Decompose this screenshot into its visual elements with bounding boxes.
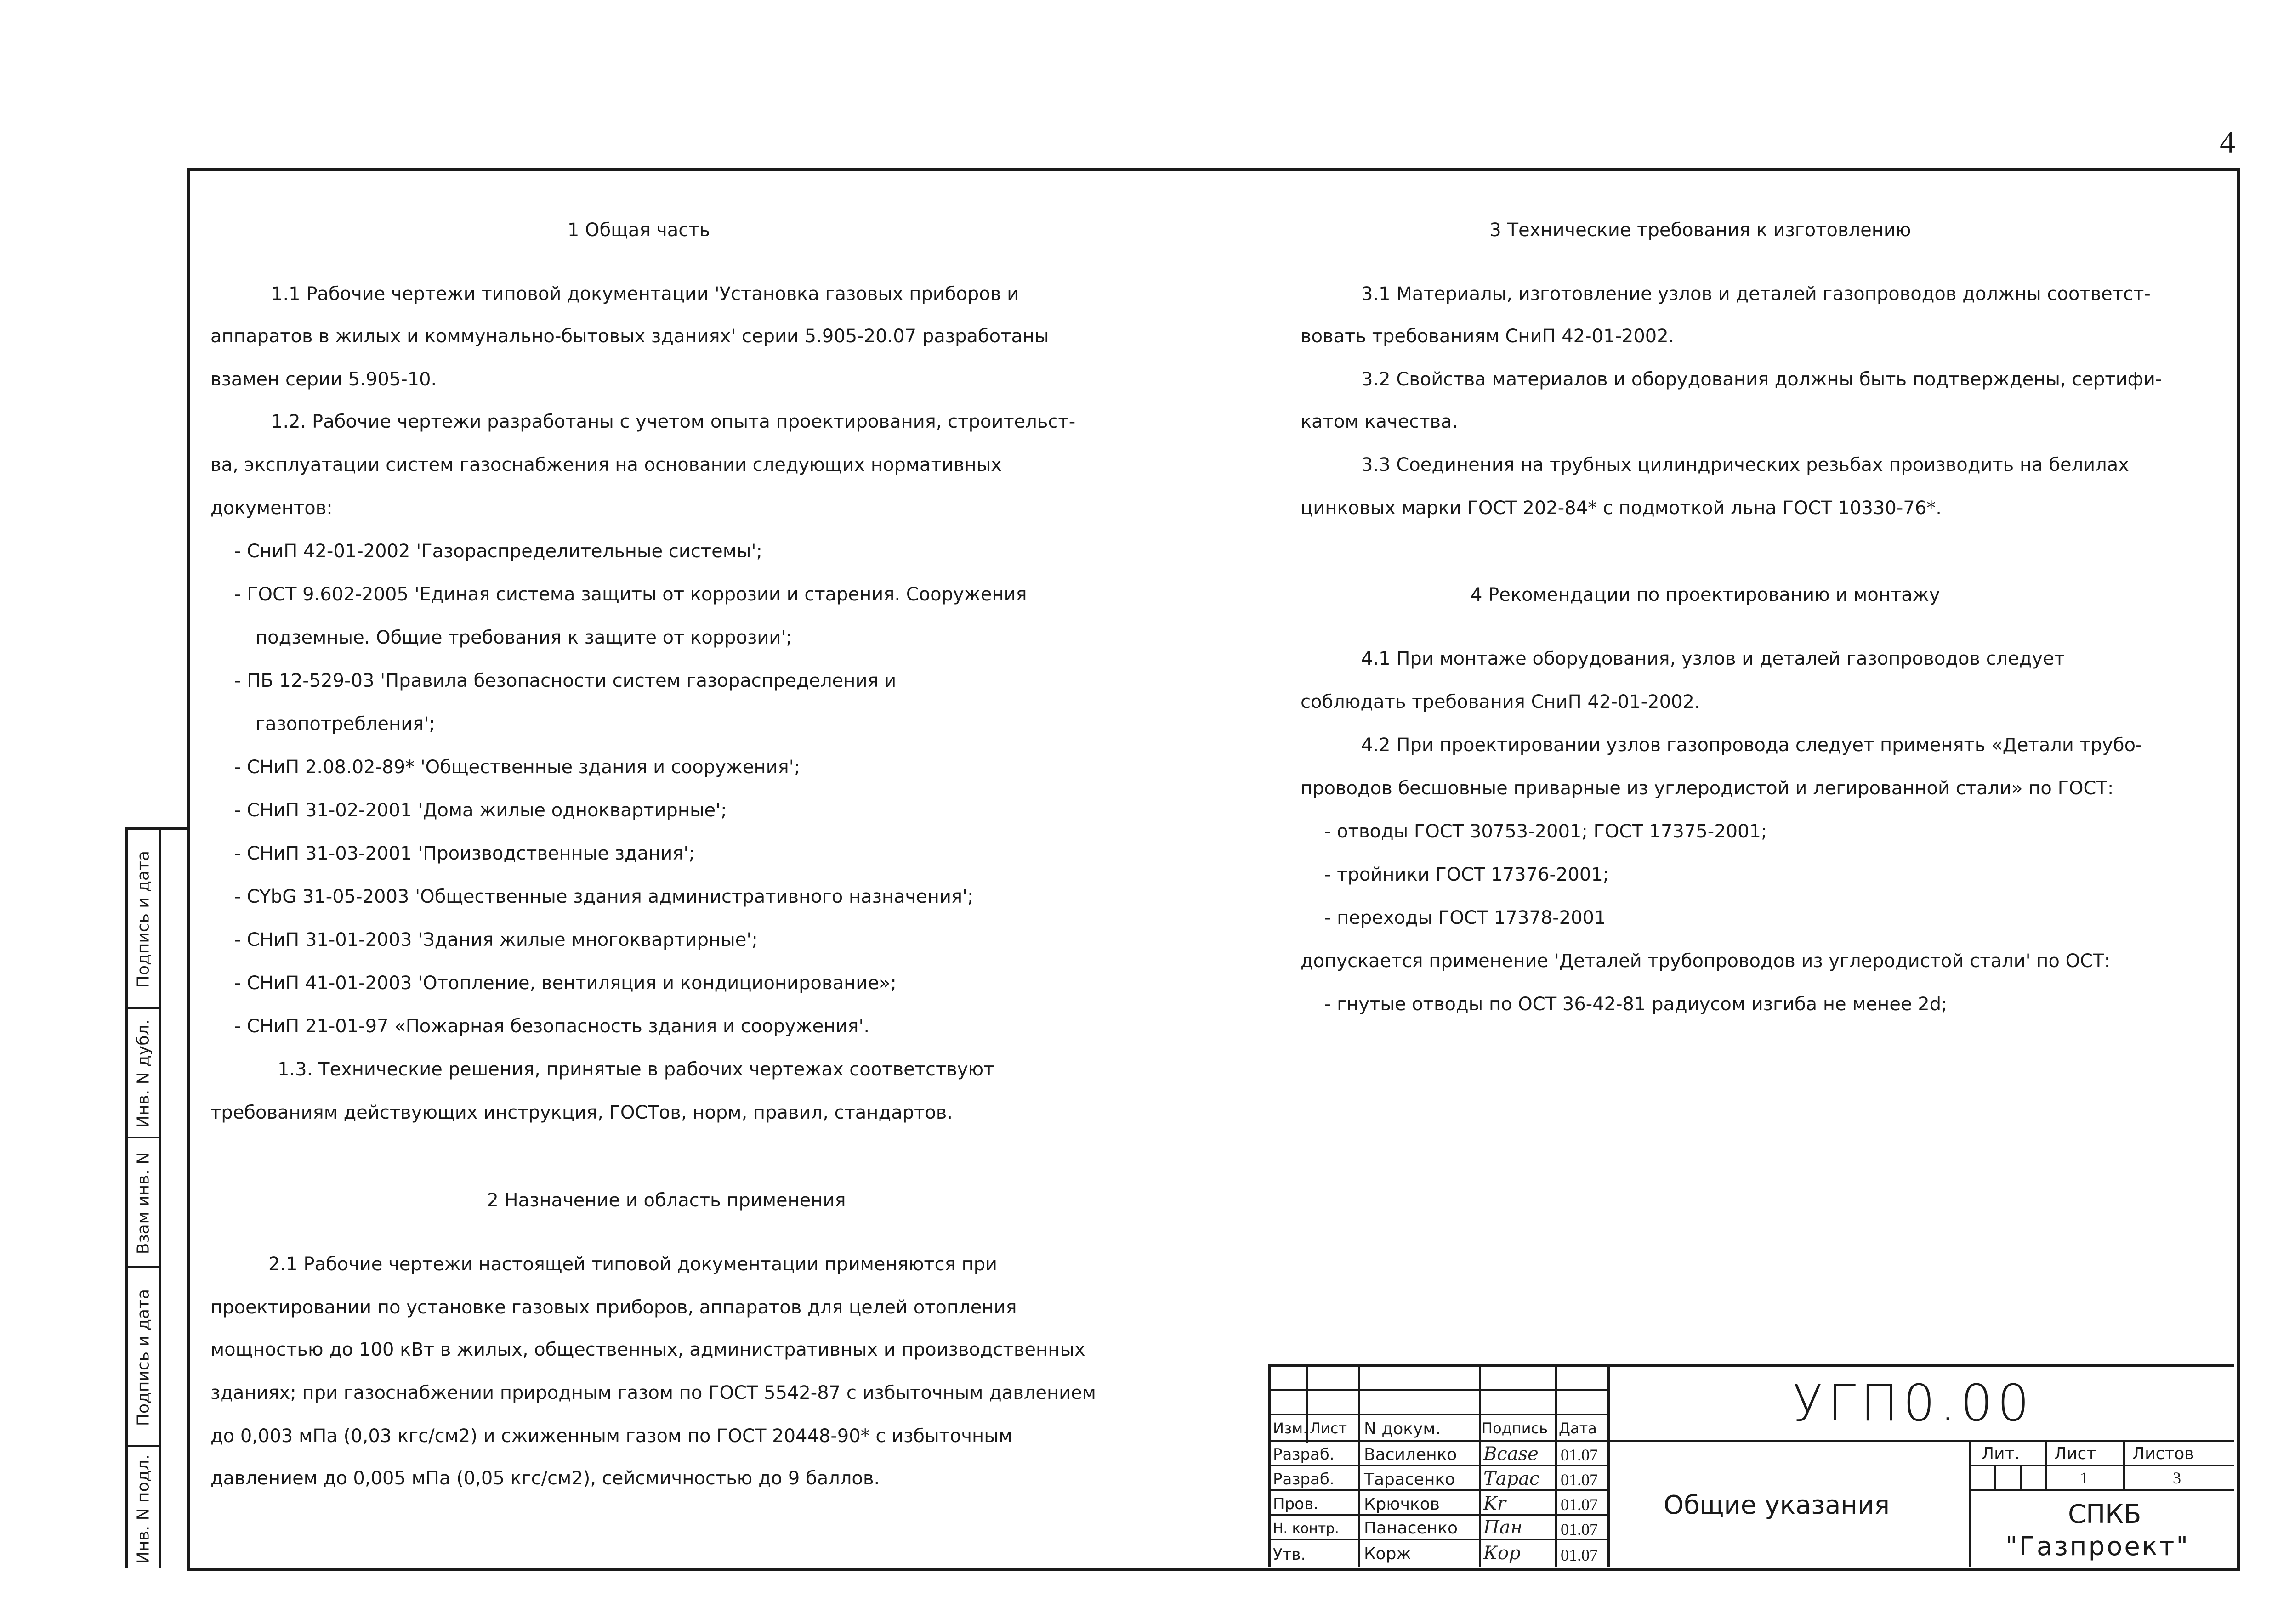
section1-line: - СНиП 41-01-2003 'Отопление, вентиляция и кондиционирование»; xyxy=(234,973,897,994)
signature-image: Тарас xyxy=(1483,1468,1540,1489)
tb-hline xyxy=(1268,1514,1608,1516)
section2-line: 2.1 Рабочие чертежи настоящей типовой документации применяются при xyxy=(268,1254,997,1275)
tb-hline xyxy=(1969,1465,2234,1466)
section2-heading: 2 Назначение и область применения xyxy=(487,1190,846,1211)
tb-hline xyxy=(1608,1440,2234,1442)
tb-header-ndoc: N докум. xyxy=(1364,1420,1441,1438)
tb-name: Панасенко xyxy=(1364,1519,1458,1538)
tb-vline xyxy=(2045,1440,2047,1490)
tb-name: Крючков xyxy=(1364,1495,1440,1514)
tb-sheets-label: Листов xyxy=(2132,1444,2194,1463)
tb-vline xyxy=(2020,1465,2022,1490)
section1-line: подземные. Общие требования к защите от коррозии'; xyxy=(256,627,792,648)
tb-hline xyxy=(1268,1489,1608,1491)
section1-line: 1.1 Рабочие чертежи типовой документации 'Установка газовых приборов и xyxy=(271,283,1019,305)
tb-name: Корж xyxy=(1364,1545,1411,1563)
section4-heading: 4 Рекомендации по проектированию и монтажу xyxy=(1471,584,1940,605)
section1-line: взамен серии 5.905-10. xyxy=(210,369,437,390)
section1-heading: 1 Общая часть xyxy=(567,220,710,241)
tb-hline xyxy=(1969,1489,2234,1491)
tb-vline xyxy=(1994,1465,1996,1490)
tb-header-sign: Подпись xyxy=(1482,1420,1548,1437)
tb-role: Пров. xyxy=(1273,1495,1318,1513)
tb-hline xyxy=(1268,1414,1608,1415)
tb-sheet-label: Лист xyxy=(2054,1444,2096,1463)
section1-line: ва, эксплуатации систем газоснабжения на основании следующих нормативных xyxy=(210,454,1002,475)
section1-line: 1.2. Рабочие чертежи разработаны с учетом опыта проектирования, строительст- xyxy=(271,411,1076,432)
document-title: Общие указания xyxy=(1664,1490,1890,1520)
page-number: 4 xyxy=(2220,124,2235,159)
section1-line: - СНиП 21-01-97 «Пожарная безопасность здания и сооружения'. xyxy=(234,1016,870,1037)
tb-vline xyxy=(2123,1440,2125,1490)
section1-line: - СНиП 31-02-2001 'Дома жилые одноквартирные'; xyxy=(234,800,727,821)
signature-image: Пан xyxy=(1483,1517,1523,1538)
section4-line: 4.1 При монтаже оборудования, узлов и деталей газопроводов следует xyxy=(1361,648,2065,669)
section2-line: давлением до 0,005 мПа (0,05 кгс/см2), сейсмичностью до 9 баллов. xyxy=(210,1468,880,1489)
section3-line: вовать требованиям СниП 42-01-2002. xyxy=(1301,326,1675,347)
side-cell xyxy=(128,1009,159,1138)
section2-line: мощностью до 100 кВт в жилых, общественных, административных и производственных xyxy=(210,1339,1085,1360)
section4-line: - отводы ГОСТ 30753-2001; ГОСТ 17375-2001; xyxy=(1324,821,1767,842)
tb-date: 01.07 xyxy=(1561,1471,1598,1489)
tb-role: Разраб. xyxy=(1273,1470,1335,1488)
side-cell xyxy=(128,1138,159,1268)
side-cell-label: Взам инв. N xyxy=(134,1152,153,1255)
section1-line: требованиям действующих инструкция, ГОСТов, норм, правил, стандартов. xyxy=(210,1102,953,1123)
tb-vline xyxy=(1969,1440,1971,1567)
signature-image: Вcase xyxy=(1483,1443,1539,1465)
side-cell xyxy=(128,830,159,1009)
section1-line: газопотребления'; xyxy=(256,713,435,735)
tb-hline xyxy=(1268,1389,1608,1391)
section1-line: 1.3. Технические решения, принятые в рабочих чертежах соответствуют xyxy=(278,1059,994,1080)
tb-role: Утв. xyxy=(1273,1545,1306,1564)
section1-line: документов: xyxy=(210,498,333,519)
tb-role: Н. контр. xyxy=(1273,1521,1339,1537)
signature-image: Кор xyxy=(1483,1543,1521,1564)
section4-line: допускается применение 'Деталей трубопроводов из углеродистой стали' по ОСТ: xyxy=(1301,951,2110,972)
tb-lit-label: Лит. xyxy=(1982,1444,2020,1463)
tb-date: 01.07 xyxy=(1561,1520,1598,1539)
section3-line: 3.1 Материалы, изготовление узлов и деталей газопроводов должны соответст- xyxy=(1361,283,2151,305)
section3-heading: 3 Технические требования к изготовлению xyxy=(1489,220,1911,241)
org-name-line1: СПКБ xyxy=(2068,1500,2141,1529)
side-cell-label: Инв. N дубл. xyxy=(134,1019,153,1128)
section1-line: - ГОСТ 9.602-2005 'Единая система защиты от коррозии и старения. Сооружения xyxy=(234,584,1027,605)
section2-line: проектировании по установке газовых приборов, аппаратов для целей отопления xyxy=(210,1297,1017,1318)
side-cell xyxy=(128,1447,159,1571)
tb-hline xyxy=(1268,1539,1608,1540)
tb-date: 01.07 xyxy=(1561,1546,1598,1564)
section1-line: - ПБ 12-529-03 'Правила безопасности систем газораспределения и xyxy=(234,670,897,691)
section1-line: - CYbG 31-05-2003 'Общественные здания административного назначения'; xyxy=(234,886,974,907)
section1-line: - СНиП 31-01-2003 'Здания жилые многоквартирные'; xyxy=(234,929,758,951)
section4-line: проводов бесшовные приварные из углеродистой и легированной стали» по ГОСТ: xyxy=(1301,778,2114,799)
section3-line: цинковых марки ГОСТ 202-84* с подмоткой льна ГОСТ 10330-76*. xyxy=(1301,498,1942,519)
section3-line: 3.2 Свойства материалов и оборудования должны быть подтверждены, сертифи- xyxy=(1361,369,2162,390)
tb-date: 01.07 xyxy=(1561,1495,1598,1514)
section3-line: 3.3 Соединения на трубных цилиндрических резьбах производить на белилах xyxy=(1361,454,2129,475)
section1-line: - СНиП 2.08.02-89* 'Общественные здания и сооружения'; xyxy=(234,757,801,778)
signature-image: Kr xyxy=(1483,1493,1506,1514)
section4-line: - тройники ГОСТ 17376-2001; xyxy=(1324,864,1609,885)
section1-line: аппаратов в жилых и коммунально-бытовых зданиях' серии 5.905-20.07 разработаны xyxy=(210,326,1049,347)
side-cell-label: Подпись и дата xyxy=(134,1289,153,1426)
section1-line: - СниП 42-01-2002 'Газораспределительные системы'; xyxy=(234,541,762,562)
org-name-line2: "Газпроект" xyxy=(2005,1532,2190,1562)
section2-line: до 0,003 мПа (0,03 кгс/см2) и сжиженным газом по ГОСТ 20448-90* с избыточным xyxy=(210,1426,1012,1447)
tb-sheet-value: 1 xyxy=(2080,1469,2088,1487)
section4-line: соблюдать требования СниП 42-01-2002. xyxy=(1301,691,1700,713)
side-cell-label: Подпись и дата xyxy=(134,850,153,988)
tb-hline xyxy=(1268,1440,1608,1442)
tb-name: Тарасенко xyxy=(1364,1470,1455,1489)
section4-line: - гнутые отводы по ОСТ 36-42-81 радиусом изгиба не менее 2d; xyxy=(1324,994,1948,1015)
side-cell xyxy=(128,1268,159,1447)
tb-header-date: Дата xyxy=(1559,1420,1597,1437)
side-strip-divider xyxy=(159,830,161,1568)
section4-line: 4.2 При проектировании узлов газопровода следует применять «Детали трубо- xyxy=(1361,735,2142,756)
tb-date: 01.07 xyxy=(1561,1446,1598,1464)
side-cell-label: Инв. N подл. xyxy=(134,1454,153,1564)
side-approval-strip xyxy=(125,827,187,1568)
tb-border-top xyxy=(1268,1364,2234,1367)
section1-line: - СНиП 31-03-2001 'Производственные здания'; xyxy=(234,843,695,864)
tb-name: Василенко xyxy=(1364,1445,1457,1464)
document-designation: УГП0.00 xyxy=(1792,1374,2034,1432)
tb-hline xyxy=(1268,1465,1608,1466)
tb-header-list: Лист xyxy=(1310,1420,1347,1437)
tb-header-izm: Изм. xyxy=(1273,1420,1308,1437)
tb-role: Разраб. xyxy=(1273,1445,1335,1464)
section4-line: - переходы ГОСТ 17378-2001 xyxy=(1324,907,1606,928)
tb-sheets-value: 3 xyxy=(2173,1469,2181,1487)
section3-line: катом качества. xyxy=(1301,411,1458,432)
section2-line: зданиях; при газоснабжении природным газом по ГОСТ 5542-87 с избыточным давлением xyxy=(210,1382,1096,1403)
